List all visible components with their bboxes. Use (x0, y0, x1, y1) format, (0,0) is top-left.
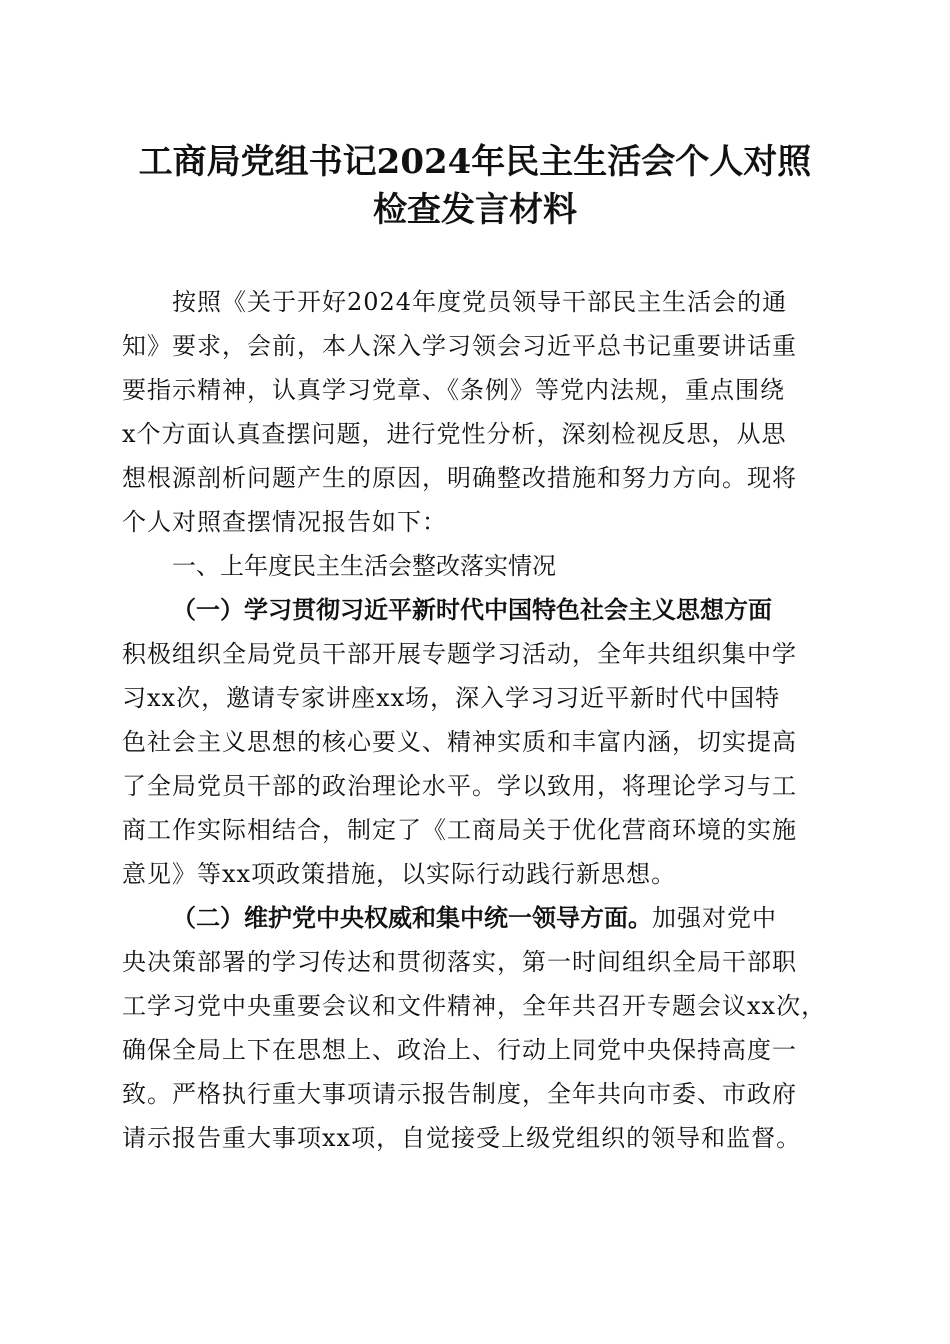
item2-line: 致。严格执行重大事项请示报告制度，全年共向市委、市政府 (122, 1080, 797, 1108)
item2-first-line (122, 896, 834, 940)
item2-line: 工学习党中央重要会议和文件精神，全年共召开专题会议xx次， (122, 992, 827, 1020)
intro-line: 按照《关于开好2024年度党员领导干部民主生活会的通 (172, 288, 788, 316)
title-line-2: 检查发言材料 (373, 190, 577, 230)
item1-line: 了全局党员干部的政治理论水平。学以致用，将理论学习与工 (122, 772, 797, 800)
item1-line: 积极组织全局党员干部开展专题学习活动，全年共组织集中学 (122, 640, 797, 668)
item1-line: 习xx次，邀请专家讲座xx场，深入学习习近平新时代中国特 (122, 684, 781, 712)
section-heading-1: 一、上年度民主生活会整改落实情况 (172, 552, 556, 580)
intro-line: 要指示精神，认真学习党章、《条例》等党内法规，重点围绕 (122, 376, 785, 404)
item1-line: 色社会主义思想的核心要义、精神实质和丰富内涵，切实提高 (122, 728, 797, 756)
intro-line: x个方面认真查摆问题，进行党性分析，深刻检视反思，从思 (122, 420, 787, 448)
item-heading-2: （二）维护党中央权威和集中统一领导方面。 (172, 903, 652, 932)
document-title (60, 138, 890, 234)
title-line-1: 工商局党组书记2024年民主生活会个人对照 (138, 142, 812, 182)
item2-first-line-rest: 加强对党中 (652, 904, 777, 932)
intro-line: 想根源剖析问题产生的原因，明确整改措施和努力方向。现将 (122, 464, 797, 492)
intro-line: 知》要求，会前，本人深入学习领会习近平总书记重要讲话重 (122, 332, 797, 360)
intro-line: 个人对照查摆情况报告如下： (122, 508, 447, 536)
item1-line: 商工作实际相结合，制定了《工商局关于优化营商环境的实施 (122, 816, 797, 844)
item2-line: 请示报告重大事项xx项，自觉接受上级党组织的领导和监督。 (122, 1124, 802, 1152)
item1-line: 意见》等xx项政策措施，以实际行动践行新思想。 (122, 860, 677, 888)
item2-line: 央决策部署的学习传达和贯彻落实，第一时间组织全局干部职 (122, 948, 797, 976)
item2-line: 确保全局上下在思想上、政治上、行动上同党中央保持高度一 (122, 1036, 797, 1064)
item-heading-1: （一）学习贯彻习近平新时代中国特色社会主义思想方面 (172, 595, 772, 624)
document-body (122, 280, 834, 1160)
